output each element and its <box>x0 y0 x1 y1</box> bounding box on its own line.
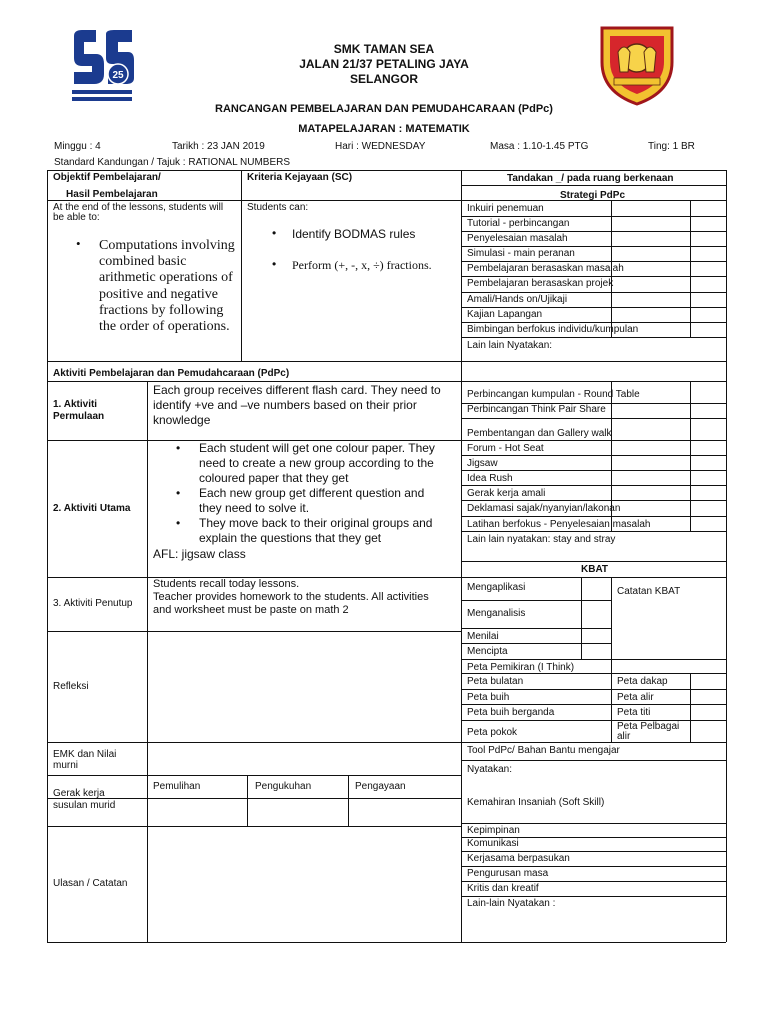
objektif-bullet-dot: • <box>76 236 81 251</box>
kbat-item: Menilai <box>467 631 499 642</box>
utama-label: 2. Aktiviti Utama <box>53 503 131 514</box>
utama-afl: AFL: jigsaw class <box>153 547 246 561</box>
utama-line: Each student will get one colour paper. They <box>199 441 435 455</box>
catatan-kbat: Catatan KBAT <box>617 586 681 597</box>
peta-right: Peta alir <box>617 692 654 703</box>
peta-right: alir <box>617 731 631 742</box>
table-border <box>726 170 727 942</box>
objektif-line: arithmetic operations of <box>99 270 233 286</box>
kemahiran-label: Kemahiran Insaniah (Soft Skill) <box>467 797 605 808</box>
soft-skill-item: Pengurusan masa <box>467 868 549 879</box>
pemulihan-label: Pemulihan <box>153 781 201 792</box>
pengukuhan-label: Pengukuhan <box>255 781 312 792</box>
kriteria-intro: Students can: <box>247 202 309 213</box>
grid-line <box>461 170 462 942</box>
grid-line <box>461 689 726 690</box>
activity-item: Perbincangan Think Pair Share <box>467 404 606 415</box>
grid-line <box>461 851 726 852</box>
strategi-item: Penyelesaian masalah <box>467 233 568 244</box>
kriteria-bullet-dot-2: • <box>272 257 277 271</box>
table-border <box>47 942 726 943</box>
grid-line <box>247 775 248 826</box>
objektif-line: the order of operations. <box>99 319 230 334</box>
utama-bullet-dot: • <box>176 486 181 500</box>
grid-line <box>461 485 726 486</box>
time-info: Masa : 1.10-1.45 PTG <box>490 141 589 152</box>
strategi-header: Strategi PdPc <box>560 190 626 201</box>
utama-line: They move back to their original groups and <box>199 516 433 530</box>
grid-line <box>461 276 726 277</box>
soft-skill-item: Kritis dan kreatif <box>467 883 539 894</box>
activity-item: Pembentangan dan Gallery walk <box>467 428 612 439</box>
grid-line <box>241 170 242 361</box>
grid-line <box>47 742 461 743</box>
objektif-line: positive and negative <box>99 286 218 302</box>
logo-number: 25 <box>112 70 124 81</box>
kbat-item: Mengaplikasi <box>467 582 526 593</box>
grid-line <box>47 775 461 776</box>
gerak-label: Gerak kerja <box>53 788 105 799</box>
grid-line <box>47 798 461 799</box>
kbat-item: Mencipta <box>467 646 508 657</box>
peta-right: Peta titi <box>617 707 651 718</box>
grid-line <box>461 516 726 517</box>
grid-line <box>47 631 461 632</box>
tool-label: Tool PdPc/ Bahan Bantu mengajar <box>467 745 620 756</box>
activity-item: Perbincangan kumpulan - Round Table <box>467 389 640 400</box>
day-info: Hari : WEDNESDAY <box>335 141 426 152</box>
grid-line <box>461 896 726 897</box>
grid-line <box>461 704 726 705</box>
utama-line: they need to solve it. <box>199 501 310 515</box>
soft-skill-item: Komunikasi <box>467 838 519 849</box>
strategi-item: Pembelajaran berasaskan projek <box>467 278 614 289</box>
kbat-item: Menganalisis <box>467 608 526 619</box>
kbat-header: KBAT <box>581 564 609 575</box>
strategi-item: Tutorial - perbincangan <box>467 218 570 229</box>
week-info: Minggu : 4 <box>54 141 101 152</box>
peta-left: Peta buih <box>467 692 510 703</box>
grid-line <box>461 292 726 293</box>
activity-item: Deklamasi sajak/nyanyian/lakonan <box>467 503 621 514</box>
soft-skill-item: Lain-lain Nyatakan : <box>467 898 556 909</box>
grid-line <box>461 561 726 562</box>
penutup-line: Teacher provides homework to the students. All activities <box>153 591 429 603</box>
utama-line: need to create a new group according to the <box>199 456 434 470</box>
permulaan-line: identify +ve and –ve numbers based on their prior <box>153 398 417 412</box>
utama-line: Each new group get different question and <box>199 486 425 500</box>
soft-skill-item: Kerjasama berpasukan <box>467 853 570 864</box>
grid-line <box>461 440 726 441</box>
grid-line <box>461 881 726 882</box>
grid-line <box>461 231 726 232</box>
kriteria-bullet-dot-1: • <box>272 226 277 240</box>
gerak-label-2: susulan murid <box>53 800 116 811</box>
grid-line <box>461 455 726 456</box>
grid-line <box>461 531 726 532</box>
peta-left: Peta bulatan <box>467 676 524 687</box>
objektif-header: Objektif Pembelajaran/ <box>53 172 161 183</box>
grid-line <box>461 307 726 308</box>
grid-line <box>461 760 726 761</box>
strategi-item: Simulasi - main peranan <box>467 248 575 259</box>
kriteria-bullet-1: Identify BODMAS rules <box>292 227 416 241</box>
grid-line <box>461 322 726 323</box>
penutup-line: Students recall today lessons. <box>153 578 300 590</box>
grid-line <box>461 418 726 419</box>
grid-line <box>461 628 611 629</box>
grid-line <box>461 823 726 824</box>
objektif-line: fractions by following <box>99 302 224 318</box>
grid-line <box>461 659 726 660</box>
nyatakan-label: Nyatakan: <box>467 764 513 775</box>
strategi-item: Lain lain Nyatakan: <box>467 340 553 351</box>
grid-line <box>47 361 726 362</box>
activity-item: Gerak kerja amali <box>467 488 546 499</box>
refleksi-label: Refleksi <box>53 681 89 692</box>
grid-line <box>461 500 726 501</box>
strategi-item: Inkuiri penemuan <box>467 203 544 214</box>
activity-item: Latihan berfokus - Penyelesaian masalah <box>467 519 651 530</box>
grid-line <box>461 742 726 743</box>
grid-line <box>690 200 691 337</box>
form-info: Ting: 1 BR <box>648 141 695 152</box>
date-info: Tarikh : 23 JAN 2019 <box>172 141 265 152</box>
kriteria-bullet-2: Perform (+, -, x, ÷) fractions. <box>292 258 432 272</box>
grid-line <box>461 643 611 644</box>
standard-kandungan: Standard Kandungan / Tajuk : RATIONAL NUMBERS <box>54 157 291 168</box>
grid-line <box>461 337 726 338</box>
strategi-item: Kajian Lapangan <box>467 309 543 320</box>
grid-line <box>47 577 726 578</box>
peta-left: Peta pokok <box>467 727 518 738</box>
grid-line <box>461 866 726 867</box>
objektif-line: Computations involving <box>99 238 235 253</box>
penutup-line: and worksheet must be paste on math 2 <box>153 604 349 616</box>
grid-line <box>47 826 461 827</box>
strategi-item: Amali/Hands on/Ujikaji <box>467 294 568 305</box>
permulaan-line: Each group receives different flash card. They need to <box>153 383 441 397</box>
kriteria-header: Kriteria Kejayaan (SC) <box>247 172 353 183</box>
utama-line: coloured paper that they get <box>199 471 349 485</box>
penutup-label: 3. Aktiviti Penutup <box>53 598 133 609</box>
permulaan-line: knowledge <box>153 413 211 427</box>
school-name: SMK TAMAN SEA <box>333 42 435 56</box>
tandakan-header: Tandakan _/ pada ruang berkenaan <box>507 173 674 184</box>
activity-item: Lain lain nyatakan: stay and stray <box>467 534 616 545</box>
subject-title: MATAPELAJARAN : MATEMATIK <box>298 123 470 135</box>
objektif-line: combined basic <box>99 254 187 270</box>
permulaan-label-1: 1. Aktiviti <box>53 399 98 410</box>
grid-line <box>461 600 611 601</box>
plan-title: RANCANGAN PEMBELAJARAN DAN PEMUDAHCARAAN (PdPc) <box>215 103 553 115</box>
peta-header: Peta Pemikiran (I Think) <box>467 662 575 673</box>
peta-right: Peta Pelbagai <box>617 721 680 732</box>
grid-line <box>690 673 691 742</box>
table-border <box>47 170 726 171</box>
strategi-item: Bimbingan berfokus individu/kumpulan <box>467 324 639 335</box>
objektif-intro: At the end of the lessons, students will <box>53 202 224 213</box>
activity-item: Jigsaw <box>467 458 498 469</box>
school-state: SELANGOR <box>349 72 418 86</box>
grid-line <box>47 381 726 382</box>
utama-bullet-dot: • <box>176 441 181 455</box>
utama-line: explain the questions that they get <box>199 531 382 545</box>
grid-line <box>461 720 726 721</box>
pengayaan-label: Pengayaan <box>355 781 406 792</box>
grid-line <box>461 261 726 262</box>
aktiviti-header: Aktiviti Pembelajaran dan Pemudahcaraan (PdPc) <box>53 368 290 379</box>
grid-line <box>461 216 726 217</box>
hasil-header: Hasil Pembelajaran <box>66 189 158 200</box>
peta-left: Peta buih berganda <box>467 707 555 718</box>
activity-item: Forum - Hot Seat <box>467 443 544 454</box>
grid-line <box>461 246 726 247</box>
emk-label-2: murni <box>53 760 79 771</box>
peta-right: Peta dakap <box>617 676 668 687</box>
emk-label: EMK dan Nilai <box>53 749 117 760</box>
objektif-intro-2: be able to: <box>53 212 100 223</box>
ulasan-label: Ulasan / Catatan <box>53 878 128 889</box>
grid-line <box>581 577 582 659</box>
utama-bullet-dot: • <box>176 516 181 530</box>
grid-line <box>690 381 691 531</box>
soft-skill-item: Kepimpinan <box>467 825 520 836</box>
strategi-item: Pembelajaran berasaskan masalah <box>467 263 624 274</box>
grid-line <box>147 381 148 942</box>
grid-line <box>461 470 726 471</box>
grid-line <box>348 775 349 826</box>
permulaan-label-2: Permulaan <box>53 411 105 422</box>
school-address: JALAN 21/37 PETALING JAYA <box>299 57 469 71</box>
grid-line <box>461 185 726 186</box>
activity-item: Idea Rush <box>467 473 513 484</box>
